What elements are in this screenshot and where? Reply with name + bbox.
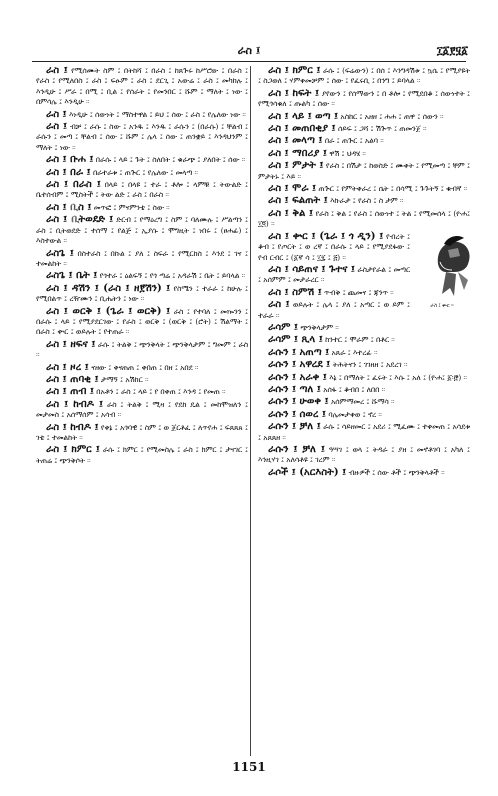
entry-headword: ራሳም ፤ <box>268 321 299 333</box>
page-number: 1151 <box>232 760 266 774</box>
entry-definition: ጥብቅ ፤ ጨመና ፤ ጃንጥ ። <box>324 287 394 297</box>
dictionary-entry <box>36 66 248 108</box>
entry-headword: ራስ ፤ ክምር ፤ <box>268 66 321 76</box>
dictionary-entry <box>36 375 248 385</box>
entry-headword: ራስ ፤ ፍልጠት ፤ <box>268 195 328 207</box>
entry-headword: ራሱን ፤ ሁወቀ ፤ <box>268 396 329 408</box>
entry-headword: ራስጌ ፤ <box>46 247 74 259</box>
dictionary-entry <box>36 307 248 338</box>
entry-definition: ራሱ ፤ ሳይዘመር ፤ አደሪ ፤ ሚፈሙ ፤ ተቀመጠ ፤ አሳደቱ ፤ አጸጸዘ ። <box>258 422 470 442</box>
entry-definition: ጭንቅላታም ። <box>300 322 339 332</box>
entry-headword: ራስ ፤ <box>46 121 68 133</box>
entry-definition: የራስ ፤ በሽታ ፤ ከወስድ ፤ ሙቀት ፤ የሚመጣ ፤ ቸም ፤ ምታትኑ ፤ እይ ። <box>258 161 470 181</box>
entry-definition: እነዲሁ ፤ ሰውነት ፤ ማስተዋል ፤ ይህ ፤ ሰው ፤ ራስ ፤ የሌለው ነው ። <box>68 109 246 119</box>
running-head-page-ethiopic: ፲፩፻፶፩ <box>436 44 468 57</box>
entry-definition: የጎተራ ፤ ዕልፍኝ ፤ የጎ ጣሬ ፤ አዳራሽ ፤ ቤት ፤ ይባላል ። <box>99 271 246 281</box>
entry-definition: የቀኔ ፤ አጎባዊ ፤ ስም ፤ ወ ጀርቶፈ ፤ ለጥየሐ ፤ ፍጸጸጰ ፤ ገቴ ፤ ተመልከት ። <box>36 422 248 442</box>
dictionary-entry <box>258 422 470 443</box>
entry-headword: ራስ ፤ ቢትወደድ ፤ <box>46 214 114 226</box>
left-column <box>36 66 248 756</box>
entry-headword: ራስ ፤ ከብዶ ፤ <box>46 421 99 433</box>
dictionary-entry <box>258 184 470 194</box>
entry-definition: በራሱ ፤ ላይ ፤ ጉት ፤ ስለበት ፤ ቁራጭ ፤ ያለበት ፤ ሰው ። <box>95 155 246 165</box>
entry-definition: ትሕትናን ፤ ገገዘዘ ፤ አደረገ ። <box>332 360 408 370</box>
entry-definition: ጠጕር ፤ የምትቀራረ ፤ ሴት ፤ በሳሚ ፤ ጉጉትኝ ፤ ቁብኛ ። <box>318 184 468 194</box>
entry-headword: ራስ ፤ መላጣ ፤ <box>268 135 323 147</box>
entry-definition: የስሜን ፤ ተራራ ፤ ከሁሉ ፤ የሚበልጥ ፤ ረዥሙን ፤ ቢሔትን ፤ ነው ። <box>36 283 248 304</box>
dictionary-entry <box>36 122 248 153</box>
column-divider <box>250 66 251 756</box>
dictionary-entry <box>36 340 248 361</box>
entry-headword: ራሶች ፤ (አርእስት) ፤ <box>268 466 347 478</box>
entry-definition: አጸራ ፤ እተረፊ ። <box>331 347 378 357</box>
entry-definition: ሰይፍ ፤ ጋሻ ፤ ሽጕጥ ፤ ጠመንጀ ። <box>337 124 427 134</box>
entry-definition: የብረት ፤ ቆብ ፤ የጦርት ፤ ወ ረኛ ፤ በራሱ ፤ ላይ ፤ የሚያደፋው ፤ የብ ርብር ፤ (፩ኛ ሳ ፤ ፲፯ ፤ ፭) ። <box>258 231 410 262</box>
dictionary-entry <box>258 335 470 345</box>
dictionary-entry <box>258 89 470 110</box>
entry-definition: የራስ ፤ ቅል ፤ የራስ ፤ ሰውነተ ፤ ትል ፤ የሚመሰላ ፤ (ዮሐ፤ ፲፬) ። <box>258 208 470 229</box>
entry-headword: ራሱን ፤ ቻለ ፤ <box>268 421 321 433</box>
entry-definition: ብቻ ፤ ራሱ ፤ ስው ፤ አንዱ ፤ እንዱ ፤ ራሱን ፤ (በራሱ) ፤ ቸልብ ፤ ራሱን ፤ መጣ ፤ ቸልብ ፤ ሰው ፤ ሹም ፤ ሌላ ፤ ሰው ፤ ጠንቋይ ፤ እንዳህንም ፤ ማለት ፤ ነው ። <box>36 122 248 152</box>
entry-headword: ራስ ፤ ዘፍና ፤ <box>46 338 96 350</box>
dictionary-entry <box>258 161 470 182</box>
dictionary-entry <box>36 168 248 178</box>
running-head-word: ራስ ፤ <box>237 44 261 57</box>
entry-definition: ራሱ ፤ ትልቅ ፤ ጭንቅላት ፤ ጭንቅላታም ፤ ግመም ፤ ራስ ። <box>36 339 248 360</box>
entry-headword: ራስ ፤ ቢስ ፤ <box>46 201 92 213</box>
dictionary-entry <box>258 373 470 383</box>
entry-headword: ራስ ፤ ምታት ፤ <box>268 160 324 172</box>
entry-headword: ራስ ፤ ሞራ ፤ <box>268 183 317 195</box>
entry-headword: ራስጌ ፤ ቤት ፤ <box>46 270 98 282</box>
entry-definition: ታማኝ ፤ አሽከር ። <box>100 374 149 384</box>
entry-headword: ራሱን ፤ አጠጣ ፤ <box>268 346 330 358</box>
dictionary-entry <box>36 155 248 165</box>
entry-headword: ራስ ፤ ማበሪያ ፤ <box>268 147 327 159</box>
entry-definition: ራሱ ፤ ክምር ፤ የሚመስሌ ፤ ራስ ፤ ክምር ፤ ታናገር ፤ ትጠሬ ፤ ጭንቅሶት ። <box>36 445 248 465</box>
entry-definition: አስከር ፤ አዘዘ ፤ ሐሐ ፤ ጠዋ ፤ ሰውን ። <box>340 111 444 121</box>
entry-headword: ራሱን ፤ አዋረደ ፤ <box>268 359 331 371</box>
entry-headword: ራስ ፤ ጠባቂ ፤ <box>46 373 99 385</box>
helmet-illustration <box>414 234 470 308</box>
entry-definition: ወይሉት ፤ ሌላ ፤ ያለ ፤ አጣር ፤ ወ ይም ፤ ተራራ ። <box>258 300 410 320</box>
entry-definition: የሚሰሙት ስም ፤ በትከሻ ፤ በራስ ፤ ከጸጕሩ ከሥሮው ፤ በራስ ፤ የራስ ፤ የሚለበስ ፤ ራስ ፤ ፍፁም ፤ ራስ ፤ ደርጊ ፤ አውሬ ፤ ራስ ፤ መካከሉ ፤ እንዲሁ ፤ ሥራ ፤ በሚ ፤ ቢል ፤ የሰራት ፤ የመንበር ፤ ሹም ፤ ማለት ፤ ነው ፤ በምሳሌ ፤ እንዲሁ ። <box>36 66 248 107</box>
entry-definition: አሰምማመረ ፤ ሹማሳ ። <box>330 397 395 407</box>
entry-definition: ናዘው ፤ ቀናጠጠ ፤ ቀበጠ ፤ በዘ ፤ አበደ ። <box>91 362 199 372</box>
entry-headword: ራስ ፤ ጠብ ፤ <box>46 386 94 398</box>
entry-definition: እኔ ፤ በማለት ፤ ፈሩት ፤ እሱ ፤ አለ ፤ (ዮሐ፤ ፩፡፸) ። <box>329 372 467 382</box>
dictionary-entry <box>258 468 470 478</box>
entry-headword: ራስ ፤ ክምር ፤ <box>46 444 100 456</box>
dictionary-entry <box>36 271 248 281</box>
dictionary-entry <box>258 149 470 159</box>
entry-headword: ራስ ፤ <box>268 299 290 311</box>
dictionary-entry <box>258 410 470 420</box>
helmet-icon <box>424 234 470 298</box>
entry-headword: ራሱን ፤ ጣለ ፤ <box>268 383 321 395</box>
dictionary-entry <box>258 360 470 370</box>
dictionary-entry <box>258 196 470 206</box>
entry-headword: ራስ ፤ ከብዶ ፤ <box>46 398 104 410</box>
header-rule <box>32 61 466 62</box>
entry-headword: ራስ ፤ <box>46 66 68 76</box>
entry-definition: በራተራቱ ፤ ጠጕር ፤ የሌለው ፤ መላጣ ። <box>92 167 198 177</box>
dictionary-entry <box>36 387 248 397</box>
entry-definition: ራሱ ፤ (ፍሬውን) ፤ በሰ ፤ እንግዳሽቱ ፤ ኳሴ ፤ የሚያዩት ፤ ስጋወለ ፤ ሃምቀመቻም ፤ ሰው ፤ የፈሩቢ ፤ በንግ ፤ ይባላል ። <box>258 66 470 86</box>
entry-definition: በራ ፤ ጠጕር ፤ አልባ ። <box>324 136 384 146</box>
entry-headword: ራሳም ፤ ጺላ ፤ <box>268 334 323 346</box>
dictionary-entry <box>258 397 470 407</box>
dictionary-entry <box>258 136 470 146</box>
dictionary-entry <box>258 323 470 333</box>
dictionary-entry <box>258 124 470 134</box>
entry-definition: ዋሽ ፤ ህዳሄ ። <box>329 148 366 158</box>
dictionary-entry <box>36 363 248 373</box>
dictionary-entry <box>36 400 248 421</box>
entry-headword: ራሱን ፤ ቻለ ፤ <box>268 444 325 455</box>
dictionary-entry <box>36 110 248 120</box>
dictionary-entry <box>36 445 248 466</box>
entry-headword: ራስ ፤ ከፍት ፤ <box>268 87 320 99</box>
entry-definition: ብዙዎች ፤ ሰው ቶች ፤ ጭንቅላቶች ። <box>348 467 445 477</box>
right-column <box>258 66 470 756</box>
entry-headword: ራስ ፤ መጠበቂያ ፤ <box>268 123 336 135</box>
dictionary-entry <box>258 348 470 358</box>
entry-definition: እኩራታ ፤ የራስ ፤ ስ ታም ። <box>330 196 404 206</box>
entry-headword: ራስ ፤ ላይ ፤ ወጣ ፤ <box>268 110 339 122</box>
entry-headword: ራስ ፤ ዳሽን ፤ (ራስ ፤ ዘ፻ሽን) ፤ <box>46 282 171 294</box>
illustration-caption: ራስ ፤ ቍር ። <box>430 303 454 310</box>
entry-headword: ራስ ፤ በራስ ፤ <box>46 179 101 191</box>
entry-definition: ያየውን ፤ የሰማውን ፤ በ ቶሎ ፤ የሚደበቆ ፤ ሰውነተት ፤ የሚጎሳቁለ ፤ ጡልካ ፤ ሰው ። <box>258 88 470 109</box>
dictionary-entry <box>36 203 248 213</box>
dictionary-entry <box>36 249 248 270</box>
entry-headword: ራስ ፤ ወርቅ ፤ (ጌራ ፤ ወርቅ) ፤ <box>46 305 171 317</box>
dictionary-entry <box>36 180 248 201</box>
dictionary-entry <box>258 385 470 395</box>
entry-definition: አሰፋ ፤ ቆብበ ፤ ለበበ ። <box>323 384 385 394</box>
entry-definition: መጥፎ ፤ ምናምንቴ ፤ ስው ። <box>93 202 170 212</box>
dictionary-entry <box>36 215 248 246</box>
entry-definition: ዓሣገ ፤ ወላ ፤ ትዳራ ፤ ያዘ ፤ መኖቶገባ ፤ አካለ ፤ እንዚሃገ ፤ አለሳቶዩ ፤ ገረም ። <box>258 445 470 465</box>
dictionary-entry <box>36 284 248 305</box>
entry-headword: ራስ ፤ በራ ፤ <box>46 166 91 178</box>
entry-headword: ራስ ፤ ዞረ ፤ <box>46 361 89 373</box>
entry-definition: በአቶን ፤ ራስ ፤ ላይ ፤ የ በቀጠ ፤ እንዳ ፤ የመጠ ። <box>96 387 226 397</box>
entry-definition: ራስ ፤ የተባለ ፤ መኰንን ፤ በራሱ ፤ ላይ ፤ የሚያደርገው ፤ የራስ ፤ ወርቅ ፤ (ወርቅ ፤ (ሮት) ፤ ሽልማት ፤ በራስ ፤ ቍር ፤ ወይሉት ፤ የተጠራ ። <box>36 306 248 337</box>
entry-headword: ራስ ፤ <box>46 108 67 120</box>
dictionary-entry <box>258 445 470 466</box>
dictionary-entry <box>258 209 470 230</box>
entry-headword: ራስ ፤ ቍር ፤ (ጌራ ፤ ጎ ዲን) ፤ <box>268 230 384 242</box>
running-head <box>30 44 468 60</box>
entry-definition: ራስታየራል ፤ መጣር ፤ አሰምም ፤ መታራረር ። <box>258 264 410 285</box>
dictionary-entry <box>36 423 248 444</box>
entry-definition: በላይ ፤ በላዩ ፤ ተራ ፤ ቶሎ ፤ ላምቹ ፤ ትውልድ ፤ ቤተሰብም ፤ ሚስትች ፤ ትው ልድ ፤ ራስ ፤ በራስ ። <box>36 180 248 200</box>
entry-definition: ድርብ ፤ የማዕረግ ፤ ስም ፤ ባለሙሉ ፤ ሥልጣን ፤ ራስ ፤ ቢትወደድ ፤ ተሰማ ፤ የልጅ ፤ ኢያሱ ፤ ሞግዚት ፤ ነበሩ ፤ (ፀሐፊ) ፤ እስተውል ። <box>36 215 248 246</box>
dictionary-entry <box>258 66 470 87</box>
entry-definition: ከንተር ፤ ሞራም ፤ በቶር ። <box>325 335 395 345</box>
dictionary-entry <box>258 112 470 122</box>
entry-headword: ራስ ፤ ስምሽ ፤ <box>268 286 322 298</box>
entry-definition: በስተራስ ፤ በኩል ፤ ያለ ፤ ስፍራ ፤ የሚርከስ ፤ እንደ ፤ ገና ፤ ተመልከት ። <box>36 248 248 268</box>
entry-headword: ራስ ፤ ቅል ፤ <box>268 207 314 219</box>
entry-headword: ራስ ፤ ሳይጠና ፤ ጉተና ፤ <box>268 263 356 275</box>
entry-headword: ራስ ፤ ቡሐ ፤ <box>46 154 94 166</box>
entry-headword: ራሱን ፤ ሰወረ ፤ <box>268 408 327 420</box>
entry-definition: ራስ ፤ ትልቅ ፤ ሚዛ ፤ የደከ ዴል ፤ መከሞዝለን ፤ መታመስ ፤ አሰማሰም ፤ አሳብ ። <box>36 399 248 420</box>
entry-headword: ራሱን ፤ አራቀ ፤ <box>268 371 327 383</box>
entry-definition: ባሌመታቀወ ፤ ኖረ ። <box>328 409 382 419</box>
